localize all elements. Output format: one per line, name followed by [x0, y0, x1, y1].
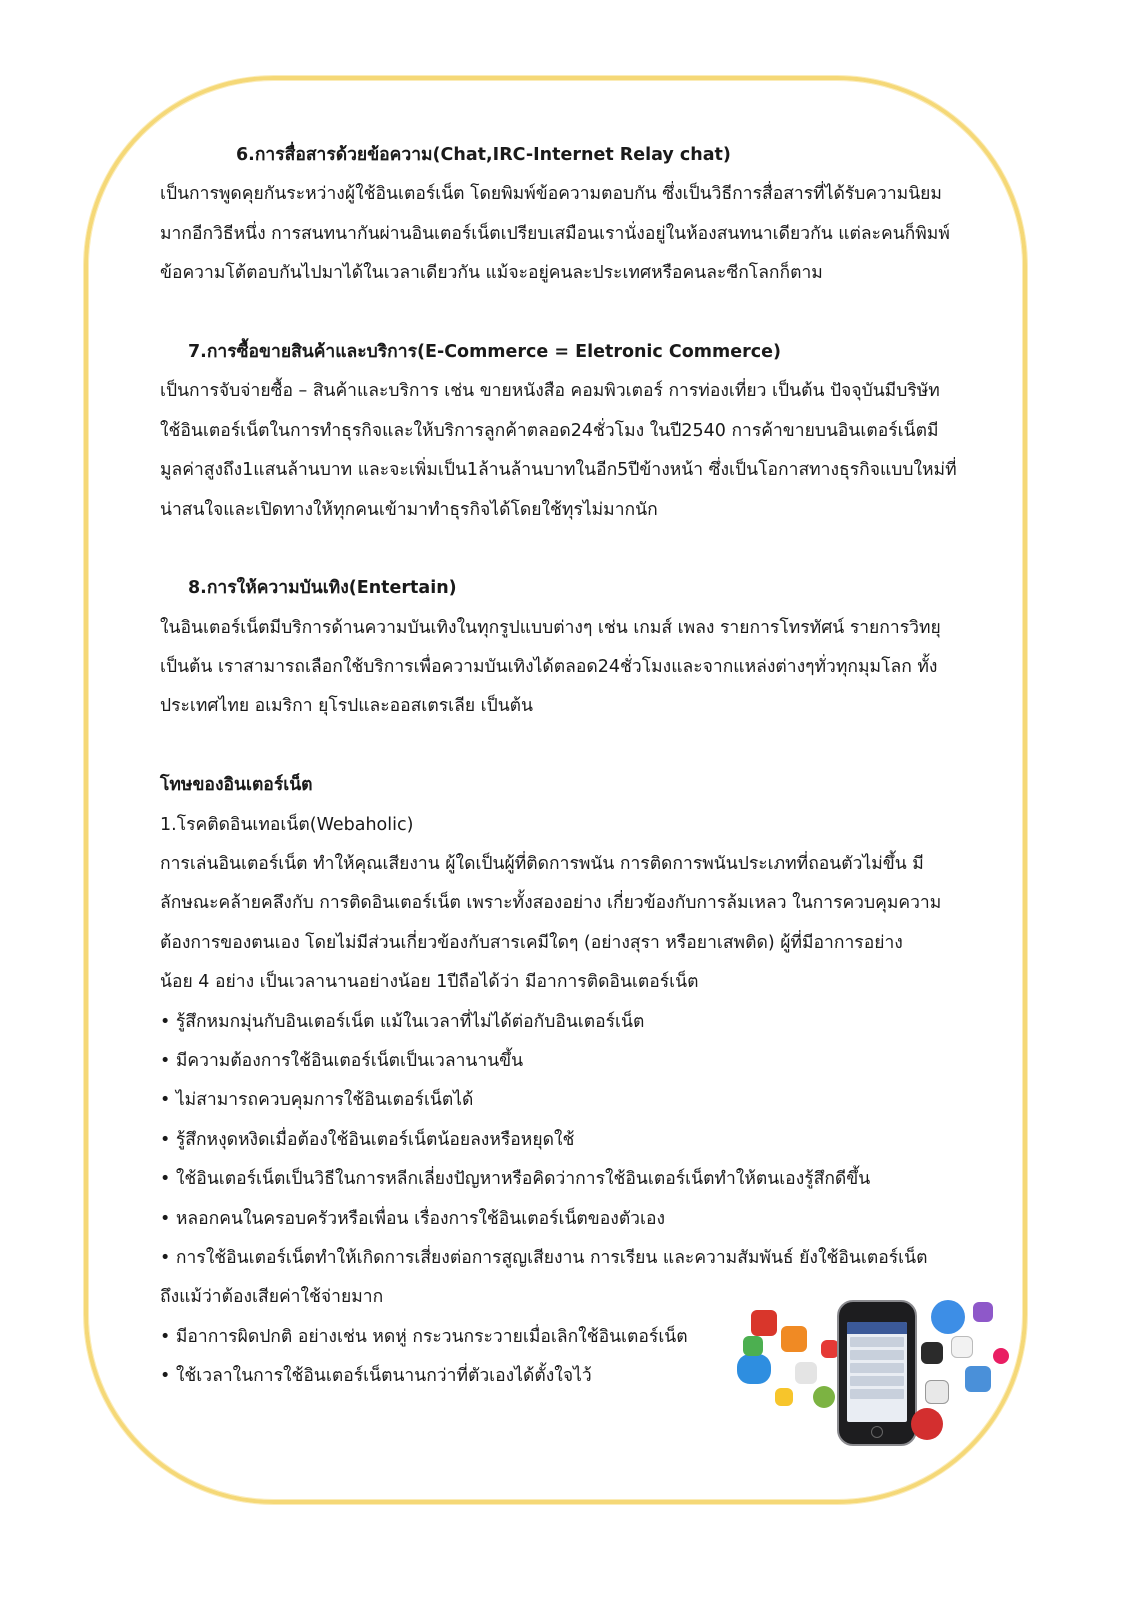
smartphone-apps-illustration: [735, 1296, 1035, 1464]
checkmark-app-icon: [965, 1366, 991, 1392]
harms-bullet: • ใช้เวลาในการใช้อินเตอร์เน็ตนานกว่าที่ตัวเองได้ตั้งใจไว้: [160, 1366, 592, 1387]
section6-heading: 6.การสื่อสารด้วยข้อความ(Chat,IRC-Internet Relay chat): [236, 145, 731, 165]
harms-line-4: น้อย 4 อย่าง เป็นเวลานานอย่างน้อย 1ปีถือได้ว่า มีอาการติดอินเตอร์เน็ต: [160, 972, 699, 993]
app-icon-orange: [781, 1326, 807, 1352]
harms-bullet: • ใช้อินเตอร์เน็ตเป็นวิธีในการหลีกเลี่ยงปัญหาหรือคิดว่าการใช้อินเตอร์เน็ตทำให้ตนเองรู้สึกดีขึ้น: [160, 1169, 871, 1190]
z-logo-icon: [911, 1408, 943, 1440]
app-icon-gray: [795, 1362, 817, 1384]
harms-bullet: • รู้สึกหงุดหงิดเมื่อต้องใช้อินเตอร์เน็ตน้อยลงหรือหยุดใช้: [160, 1129, 575, 1150]
app-icon-pink: [993, 1348, 1009, 1364]
phone-screen: [847, 1322, 907, 1422]
spacer: [160, 727, 1020, 766]
section6-line-3: ข้อความโต้ตอบกันไปมาได้ในเวลาเดียวกัน แม้จะอยู่คนละประเทศหรือคนละซีกโลกก็ตาม: [160, 263, 823, 284]
feed-row: [850, 1350, 904, 1360]
app-icon-green: [743, 1336, 763, 1356]
harms-subheading: 1.โรคติดอินเทอเน็ต(Webaholic): [160, 814, 414, 835]
section7-line-1: เป็นการจับจ่ายซื้อ – สินค้าและบริการ เช่น ขายหนังสือ คอมพิวเตอร์ การท่องเที่ยว เป็นต้น ปัจจุบันมีบริษัท: [160, 381, 940, 402]
harms-bullet: • หลอกคนในครอบครัวหรือเพื่อน เรื่องการใช้อินเตอร์เน็ตของตัวเอง: [160, 1208, 666, 1229]
spacer: [160, 294, 1020, 333]
harms-line-2: ลักษณะคล้ายคลึงกับ การติดอินเตอร์เน็ต เพราะทั้งสองอย่าง เกี่ยวข้องกับการล้มเหลว ในการควบคุมความ: [160, 893, 942, 914]
app-icon-white: [951, 1336, 973, 1358]
app-icon-lime: [813, 1386, 835, 1408]
document-body: [160, 136, 1020, 1397]
harms-bullet: • รู้สึกหมกมุ่นกับอินเตอร์เน็ต แม้ในเวลาที่ไม่ได้ต่อกับอินเตอร์เน็ต: [160, 1011, 645, 1032]
section8-line-1: ในอินเตอร์เน็ตมีบริการด้านความบันเทิงในทุกรูปแบบต่างๆ เช่น เกมส์ เพลง รายการโทรทัศน์ รายการวิทยุ: [160, 617, 941, 638]
harms-title: โทษของอินเตอร์เน็ต: [160, 775, 313, 796]
section8-heading: 8.การให้ความบันเทิง(Entertain): [188, 578, 457, 599]
section7-heading: 7.การซื้อขายสินค้าและบริการ(E-Commerce = Eletronic Commerce): [188, 341, 781, 362]
section7-line-3: มูลค่าสูงถึง1แสนล้านบาท และจะเพิ่มเป็น1ล้านล้านบาทในอีก5ปีข้างหน้า ซึ่งเป็นโอกาสทางธุรกิจแบบใหม่ที่: [160, 460, 957, 481]
feed-row: [850, 1363, 904, 1373]
facebook-bar: [847, 1322, 907, 1334]
harms-line-1: การเล่นอินเตอร์เน็ต ทำให้คุณเสียงาน ผู้ใดเป็นผู้ที่ติดการพนัน การติดการพนันประเภทที่ถอนตัวไม่ขึ้น มี: [160, 854, 924, 875]
section6-line-2: มากอีกวิธีหนึ่ง การสนทนากันผ่านอินเตอร์เน็ตเปรียบเสมือนเรานั่งอยู่ในห้องสนทนาเดียวกัน แต่ละคนก็พิมพ์: [160, 223, 950, 244]
section6-line-1: เป็นการพูดคุยกันระหว่างผู้ใช้อินเตอร์เน็ต โดยพิมพ์ข้อความตอบกัน ซึ่งเป็นวิธีการสื่อสารที่ได้รับความนิยม: [160, 184, 942, 205]
app-icon-yellow: [775, 1388, 793, 1406]
section8-line-2: เป็นต้น เราสามารถเลือกใช้บริการเพื่อความบันเทิงได้ตลอด24ชั่วโมงและจากแหล่งต่างๆทั่วทุกมุมโลก ทั้ง: [160, 657, 938, 678]
harms-bullet-continuation: ถึงแม้ว่าต้องเสียค่าใช้จ่ายมาก: [160, 1287, 384, 1308]
app-icon-dark: [921, 1342, 943, 1364]
section7-line-2: ใช้อินเตอร์เน็ตในการทำธุรกิจและให้บริการลูกค้าตลอด24ชั่วโมง ในปี2540 การค้าขายบนอินเตอร์เน็ตมี: [160, 420, 939, 441]
smartphone-icon: [837, 1300, 917, 1446]
harms-bullet: • มีอาการผิดปกติ อย่างเช่น หดหู่ กระวนกระวายเมื่อเลิกใช้อินเตอร์เน็ต: [160, 1326, 688, 1347]
app-icon-purple: [973, 1302, 993, 1322]
feed-row: [850, 1389, 904, 1399]
harms-bullet: • มีความต้องการใช้อินเตอร์เน็ตเป็นเวลานานขึ้น: [160, 1050, 524, 1071]
section8-line-3: ประเทศไทย อเมริกา ยุโรปและออสเตรเลีย เป็นต้น: [160, 696, 534, 717]
app-icon-blue-round: [931, 1300, 965, 1334]
app-icon-gray-2: [925, 1380, 949, 1404]
section7-line-4: น่าสนใจและเปิดทางให้ทุกคนเข้ามาทำธุรกิจได้โดยใช้ทุรไม่มากนัก: [160, 499, 658, 520]
feed-row: [850, 1337, 904, 1347]
spacer: [160, 530, 1020, 569]
harms-line-3: ต้องการของตนเอง โดยไม่มีส่วนเกี่ยวข้องกับสารเคมีใดๆ (อย่างสุรา หรือยาเสพติด) ผู้ที่มีอาการอย่าง: [160, 932, 903, 953]
home-button-icon: [871, 1426, 883, 1438]
harms-bullet: • ไม่สามารถควบคุมการใช้อินเตอร์เน็ตได้: [160, 1090, 474, 1111]
chat-bubble-icon: [737, 1354, 771, 1384]
feed-row: [850, 1376, 904, 1386]
app-icon-red: [751, 1310, 777, 1336]
harms-bullet: • การใช้อินเตอร์เน็ตทำให้เกิดการเสี่ยงต่อการสูญเสียงาน การเรียน และความสัมพันธ์ ยังใช้อินเตอร์เน็ต: [160, 1247, 928, 1268]
